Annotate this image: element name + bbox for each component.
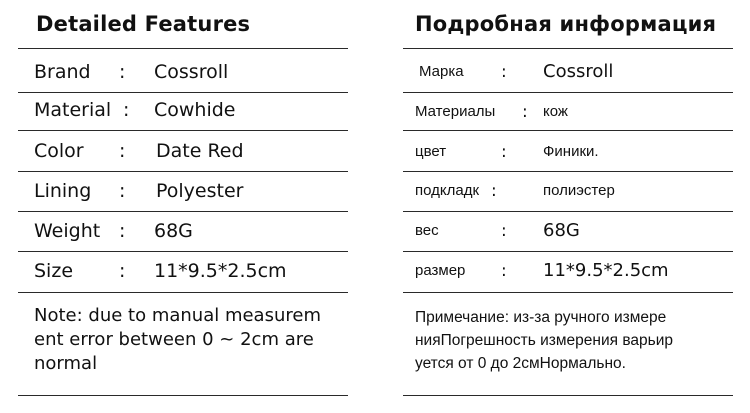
spec-label: Материалы xyxy=(415,103,496,120)
spec-label: Lining xyxy=(34,180,92,202)
spec-row-brand xyxy=(18,53,348,91)
measurement-note-ru: Примечание: из-за ручного измере нияПогрешность измерения варьир уется от 0 до 2смНормально. xyxy=(415,309,673,372)
spec-row-lining xyxy=(18,172,348,210)
spec-row-size xyxy=(18,252,348,290)
spec-value: Cowhide xyxy=(154,99,236,121)
spec-value: Polyester xyxy=(156,180,244,202)
spec-colon: : xyxy=(119,260,126,282)
spec-colon: : xyxy=(501,142,507,162)
divider xyxy=(18,395,348,396)
spec-row-color-ru xyxy=(403,133,733,171)
spec-colon: : xyxy=(119,180,126,202)
spec-value: кож xyxy=(543,103,568,120)
spec-colon: : xyxy=(522,102,528,122)
spec-row-lining-ru xyxy=(403,172,733,210)
spec-value: Cossroll xyxy=(154,61,229,83)
divider xyxy=(18,48,348,49)
spec-value: 11*9.5*2.5cm xyxy=(543,260,669,281)
spec-row-brand-ru xyxy=(403,53,733,91)
features-title-ru: Подробная информация xyxy=(415,12,717,36)
spec-label: Size xyxy=(34,260,74,282)
divider xyxy=(403,130,733,131)
spec-row-material xyxy=(18,91,348,129)
spec-label: подкладк xyxy=(415,182,480,199)
spec-label: цвет xyxy=(415,143,447,160)
spec-label: Марка xyxy=(419,63,464,80)
spec-label: Material xyxy=(34,99,112,121)
spec-label: вес xyxy=(415,222,439,239)
spec-row-size-ru xyxy=(403,252,733,290)
spec-value: Cossroll xyxy=(543,61,614,82)
spec-colon: : xyxy=(119,61,126,83)
spec-label: размер xyxy=(415,262,466,279)
measurement-note-en: Note: due to manual measurem ent error between 0 ~ 2cm are normal xyxy=(34,305,321,374)
spec-value: Финики. xyxy=(543,143,599,160)
spec-row-weight xyxy=(18,212,348,250)
divider xyxy=(403,48,733,49)
spec-colon: : xyxy=(501,221,507,241)
spec-row-color xyxy=(18,132,348,170)
spec-label: Weight xyxy=(34,220,101,242)
divider xyxy=(18,292,348,293)
spec-row-material-ru xyxy=(403,93,733,131)
divider xyxy=(403,292,733,293)
spec-colon: : xyxy=(501,62,507,82)
features-title-en: Detailed Features xyxy=(36,12,251,36)
spec-value: 68G xyxy=(154,220,193,242)
spec-colon: : xyxy=(491,181,497,201)
spec-value: Date Red xyxy=(156,140,244,162)
spec-label: Color xyxy=(34,140,84,162)
divider xyxy=(18,130,348,131)
spec-value: полиэстер xyxy=(543,182,615,199)
spec-row-weight-ru xyxy=(403,212,733,250)
spec-value: 68G xyxy=(543,220,580,241)
spec-colon: : xyxy=(123,99,130,121)
spec-colon: : xyxy=(501,261,507,281)
divider xyxy=(403,395,733,396)
spec-label: Brand xyxy=(34,61,91,83)
spec-value: 11*9.5*2.5cm xyxy=(154,260,287,282)
spec-colon: : xyxy=(119,140,126,162)
spec-colon: : xyxy=(119,220,126,242)
